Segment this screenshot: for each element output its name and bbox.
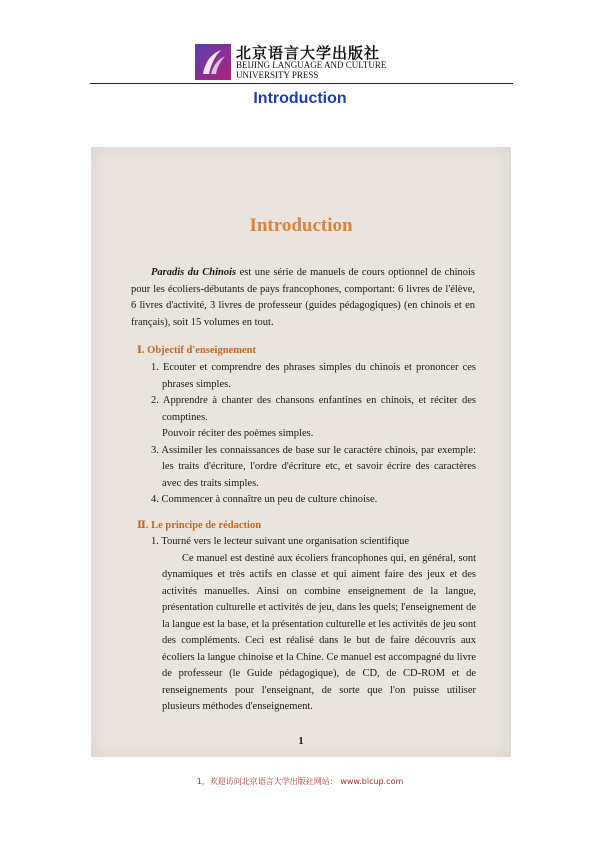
list-item: 2. Apprendre à chanter des chansons enfantines en chinois, et réciter des comptines. <box>151 395 476 423</box>
publisher-name-english-line2: UNIVERSITY PRESS <box>236 70 319 80</box>
publisher-header <box>0 40 600 84</box>
page-number: 1 <box>298 735 304 747</box>
list-item: 1. Tourné vers le lecteur suivant une organisation scientifique <box>151 536 410 547</box>
intro-paragraph <box>131 265 475 331</box>
footer-link[interactable]: 1，欢迎访问北京语言大学出版社网站： www.blcup.com <box>196 777 404 786</box>
intro-text: est une série de manuels de cours optionnel de chinois pour les écoliers-débutants de pays francophones, comportant: 6 livres de l'élève, 6 livres d'activité, 3 livres de professeur (guides pédagogiques) (en chinois et en français), soit 15 volumes en tout. <box>131 267 475 328</box>
publisher-logo-icon <box>195 44 231 80</box>
list-item: 3. Assimiler les connaissances de base sur le caractère chinois, par exemple: les traits d'écriture, l'ordre d'écriture etc, et savoir écrire des caractères avec des traits simples. <box>151 444 476 489</box>
section-heading: Ⅰ. Objectif d'enseignement <box>137 345 256 356</box>
list-item: Ce manuel est destiné aux écoliers francophones qui, en général, sont dynamiques et très actifs en classe et qui aiment faire des jeux et des activités manuelles. Ainsi on combine enseignement de la langue, présentation culturelle et activités de jeu, dans les quels; l'enseignement de la langue est la base, et la présentation culturelle et les activités de jeu sont des compléments. Ceci est réalisé dans le but de faire découvris aux écoliers la langue chinoise et la Chine. Ce manuel est accompagné du livre de professeur (le Guide pédagogique), de CD, de CD-ROM et de renseignements pour l'enseignant, de sorte que l'on puisse utiliser plusieurs méthodes d'enseignement. <box>162 552 477 712</box>
list-item: 4. Commencer à connaître un peu de culture chinoise. <box>151 494 378 505</box>
document-title: Introduction <box>253 90 347 107</box>
header-divider <box>90 83 513 84</box>
book-title: Paradis du Chinois <box>151 267 237 278</box>
section-heading: Ⅱ. Le principe de rédaction <box>137 520 262 531</box>
principles-list <box>151 534 476 716</box>
scanned-page <box>91 147 511 757</box>
page-title: Introduction <box>249 215 353 236</box>
list-item: 1. Ecouter et comprendre des phrases simples du chinois et prononcer ces phrases simples. <box>151 362 476 390</box>
objectives-list <box>151 360 476 509</box>
publisher-name-chinese: 北京语言大学出版社 <box>236 44 381 62</box>
list-item: Pouvoir réciter des poèmes simples. <box>162 428 314 439</box>
publisher-name-english-line1: BEIJING LANGUAGE AND CULTURE <box>236 60 387 70</box>
